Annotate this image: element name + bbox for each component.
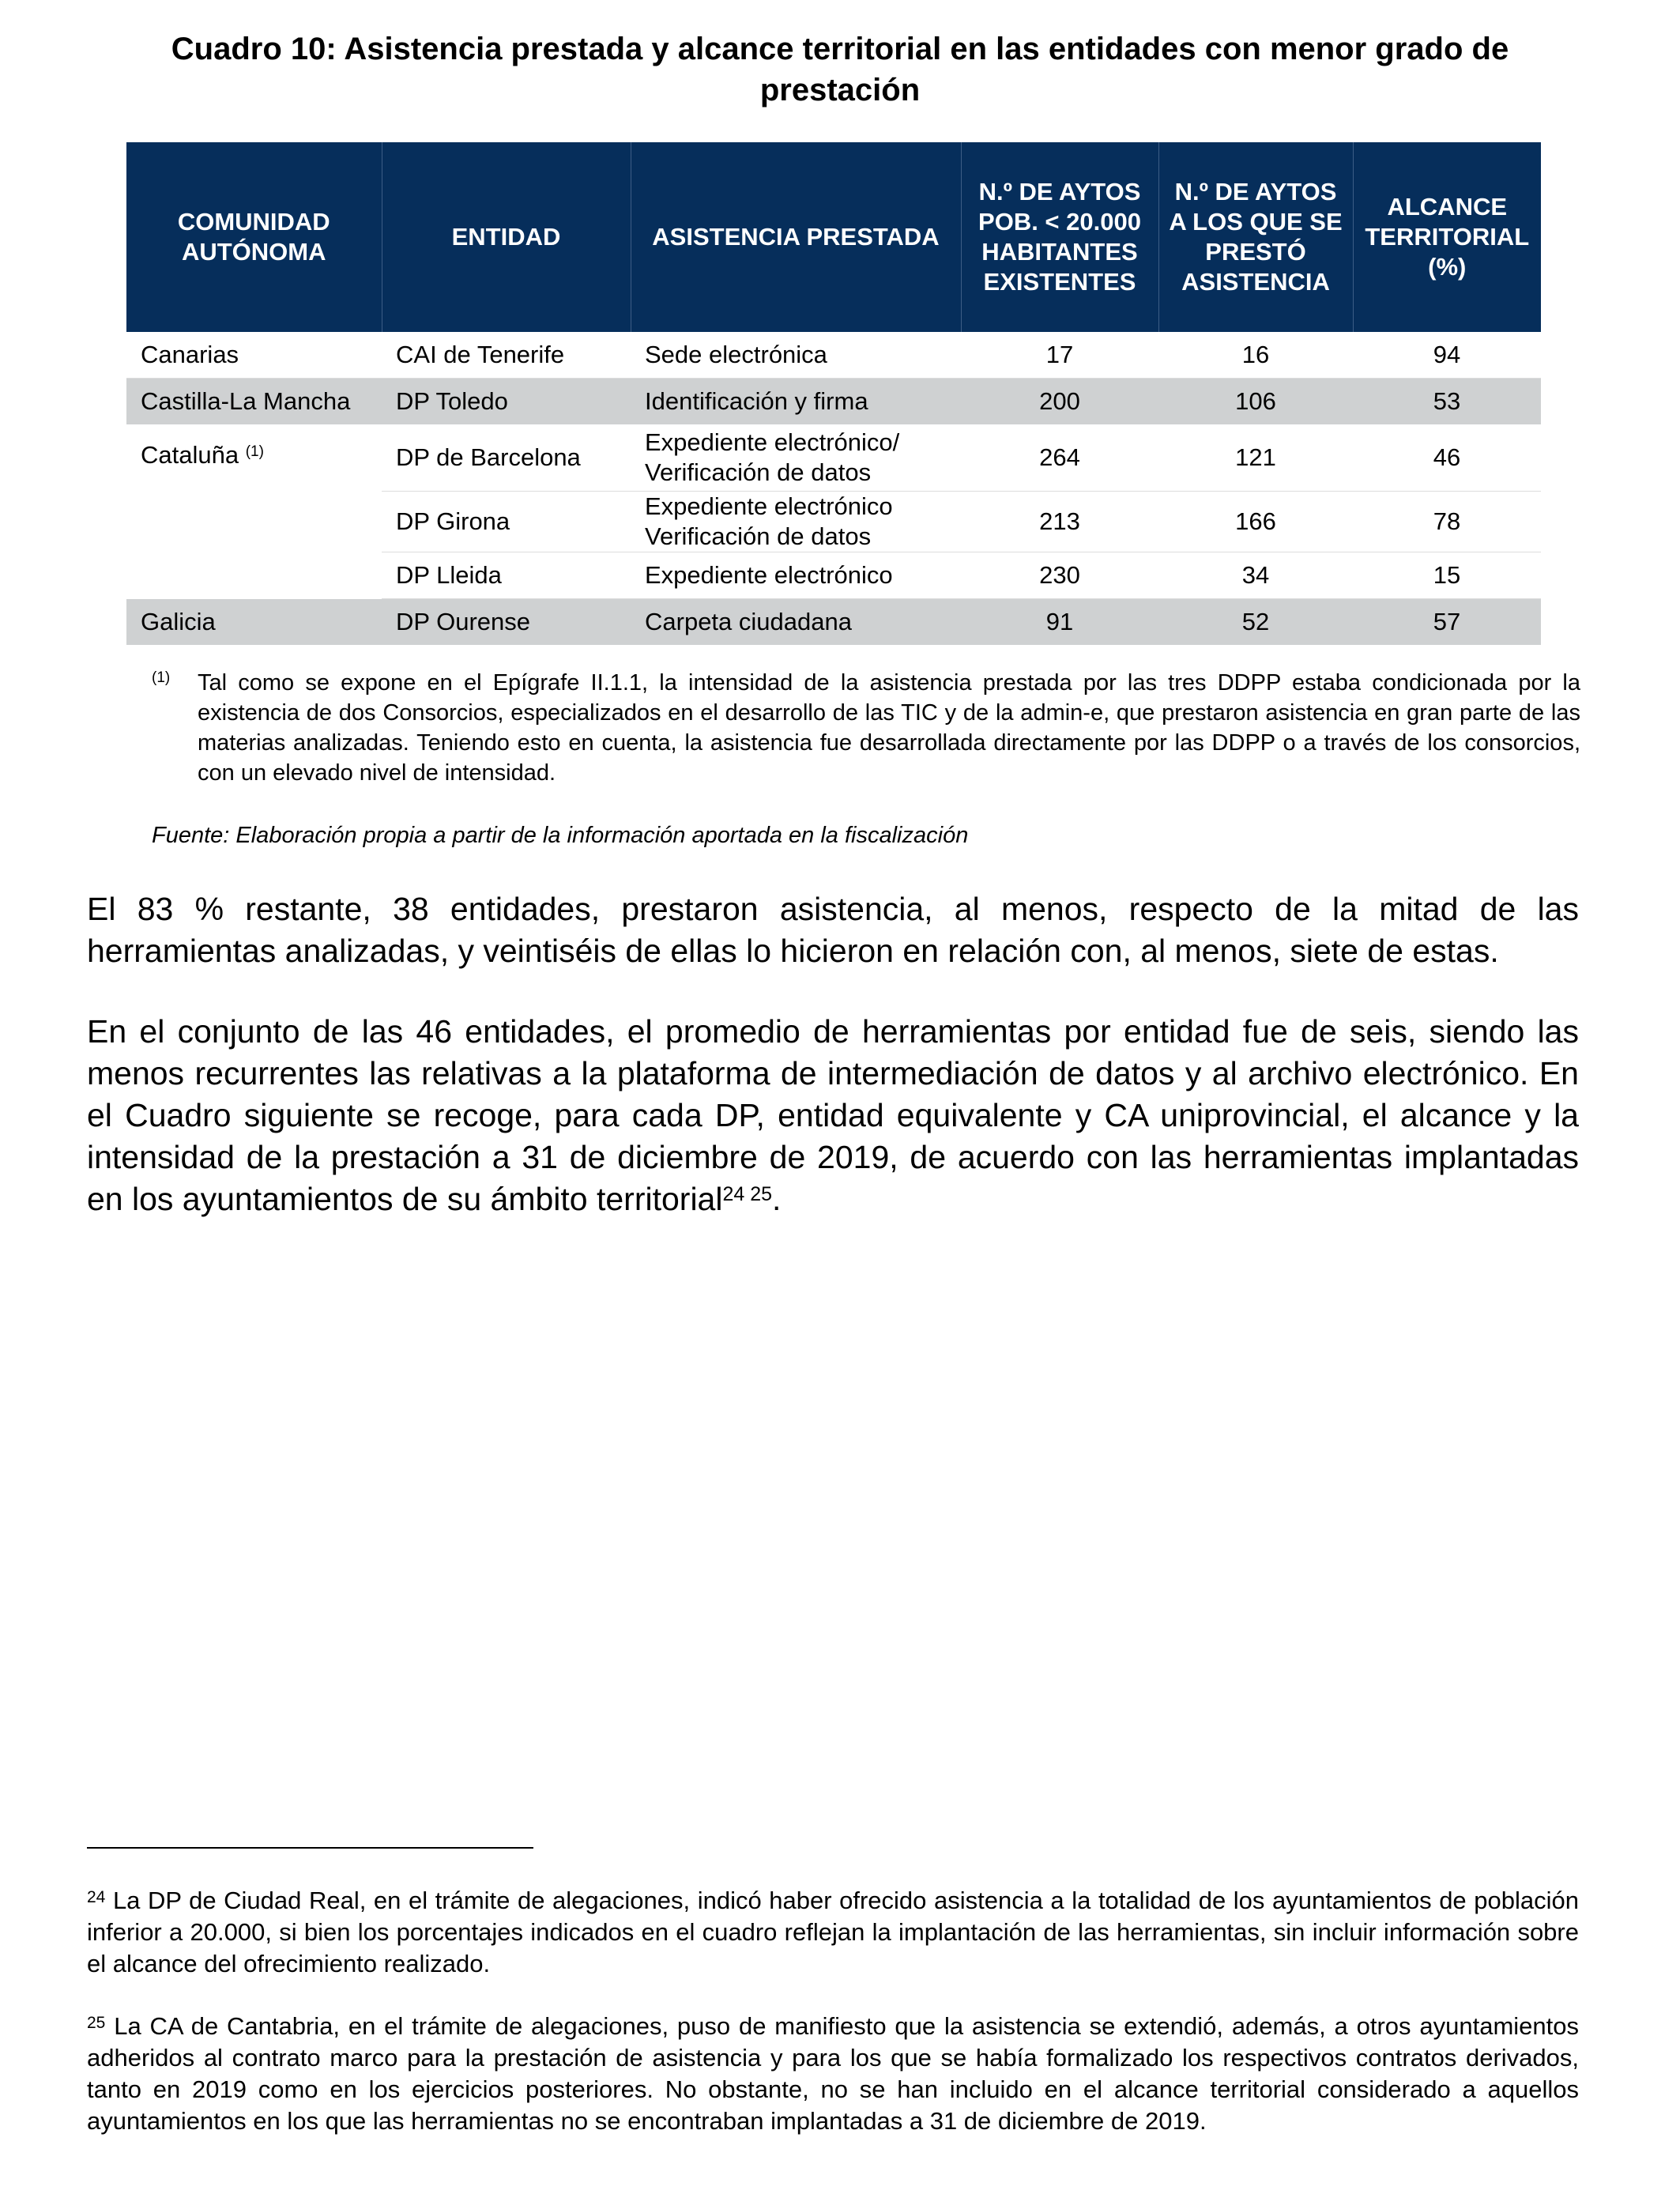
cell-comunidad: Galicia — [126, 599, 382, 646]
cell-ayuntamientos: 91 — [961, 599, 1158, 646]
footnote-24 — [87, 1885, 1579, 1980]
footnote-number: 24 — [87, 1888, 106, 1906]
cell-asistencia — [631, 424, 961, 492]
footnote-refs: 24 25 — [722, 1183, 773, 1205]
body-paragraph-2-text: En el conjunto de las 46 entidades, el promedio de herramientas por entidad fue de seis, siendo las menos recurrentes las relativas a la plataforma de intermediación de datos y al archivo electrónico. En el Cuadro siguiente se recoge, para cada DP, entidad equivalente y CA uniprovincial, el alcance y la intensidad de la prestación a 31 de diciembre de 2019, de acuerdo con las herramientas implantadas en los ayuntamientos de su ámbito territorial — [87, 1013, 1579, 1217]
header-entidad: ENTIDAD — [382, 142, 631, 332]
cell-entidad: DP Lleida — [382, 552, 631, 599]
cell-alcance: 53 — [1353, 379, 1541, 425]
footnote-number: 25 — [87, 2014, 106, 2032]
cell-entidad: DP de Barcelona — [382, 424, 631, 492]
cell-asistidos: 16 — [1158, 332, 1353, 379]
cell-ayuntamientos: 17 — [961, 332, 1158, 379]
cell-comunidad: Castilla-La Mancha — [126, 379, 382, 425]
cell-ayuntamientos: 213 — [961, 492, 1158, 552]
cell-comunidad: Cataluña — [141, 441, 239, 469]
table-note-text: Tal como se expone en el Epígrafe II.1.1, la intensidad de la asistencia prestada por las tres DDPP estaba condicionada por la existencia de dos Consorcios, especializados en el desarrollo de las TIC y de la admin-e, que prestaron asistencia en gran parte de las materias analizadas. Teniendo esto en cuenta, la asistencia fue desarrollada directamente por las DDPP o a través de los consorcios, con un elevado nivel de intensidad. — [198, 670, 1580, 786]
cell-ayuntamientos: 230 — [961, 552, 1158, 599]
cell-asistencia: Expediente electrónico — [631, 552, 961, 599]
body-paragraph-2 — [87, 1011, 1579, 1220]
table-row — [126, 424, 1541, 492]
footnote-text: La CA de Cantabria, en el trámite de alegaciones, puso de manifiesto que la asistencia se extendió, además, a otros ayuntamientos adheridos al contrato marco para la prestación de asistencia y para los que se había formalizado los respectivos contratos derivados, tanto en 2019 como en los ejercicios posteriores. No obstante, no se han incluido en el alcance territorial considerado a aquellos ayuntamientos en los que las herramientas no se encontraban implantadas a 31 de diciembre de 2019. — [87, 2012, 1579, 2135]
body-paragraph-2-end: . — [772, 1181, 782, 1217]
header-asistidos: N.º DE AYTOS A LOS QUE SE PRESTÓ ASISTENCIA — [1158, 142, 1353, 332]
cell-entidad: DP Ourense — [382, 599, 631, 646]
table-row — [126, 379, 1541, 425]
asistencia-line: Verificación de datos — [645, 458, 872, 486]
cell-alcance: 94 — [1353, 332, 1541, 379]
cell-alcance: 46 — [1353, 424, 1541, 492]
table-row — [126, 599, 1541, 646]
cell-entidad: CAI de Tenerife — [382, 332, 631, 379]
cell-asistencia: Sede electrónica — [631, 332, 961, 379]
table-row — [126, 332, 1541, 379]
cell-comunidad-group — [126, 424, 382, 599]
footnote-25 — [87, 2011, 1579, 2137]
cell-alcance: 57 — [1353, 599, 1541, 646]
asistencia-line: Expediente electrónico — [645, 492, 893, 520]
header-alcance: ALCANCE TERRITORIAL (%) — [1353, 142, 1541, 332]
asistencia-line: Verificación de datos — [645, 522, 872, 550]
table-note-mark: (1) — [152, 669, 171, 686]
body-paragraph-1: El 83 % restante, 38 entidades, prestaron asistencia, al menos, respecto de la mitad de las herramientas analizadas, y veintiséis de ellas lo hicieron en relación con, al menos, siete de estas. — [87, 891, 1579, 969]
cell-alcance: 78 — [1353, 492, 1541, 552]
cell-entidad: DP Girona — [382, 492, 631, 552]
table-header-row — [126, 142, 1541, 332]
cell-asistidos: 34 — [1158, 552, 1353, 599]
table-source: Fuente: Elaboración propia a partir de la información aportada en la fiscalización — [152, 823, 969, 848]
footnote-ref: (1) — [245, 443, 264, 460]
cell-asistidos: 52 — [1158, 599, 1353, 646]
cell-ayuntamientos: 200 — [961, 379, 1158, 425]
cell-asistidos: 106 — [1158, 379, 1353, 425]
cell-asistencia — [631, 492, 961, 552]
cell-asistencia: Carpeta ciudadana — [631, 599, 961, 646]
footnote-divider — [87, 1847, 533, 1849]
header-asistencia: ASISTENCIA PRESTADA — [631, 142, 961, 332]
header-ayuntamientos: N.º DE AYTOS POB. < 20.000 HABITANTES EXISTENTES — [961, 142, 1158, 332]
header-comunidad: COMUNIDAD AUTÓNOMA — [126, 142, 382, 332]
footnote-text: La DP de Ciudad Real, en el trámite de alegaciones, indicó haber ofrecido asistencia a la totalidad de los ayuntamientos de población inferior a 20.000, si bien los porcentajes indicados en el cuadro reflejan la implantación de las herramientas, sin incluir información sobre el alcance del ofrecimiento realizado. — [87, 1887, 1579, 1977]
assistance-table — [126, 142, 1541, 645]
asistencia-line: Expediente electrónico/ — [645, 428, 900, 456]
cell-ayuntamientos: 264 — [961, 424, 1158, 492]
cell-asistidos: 121 — [1158, 424, 1353, 492]
cell-entidad: DP Toledo — [382, 379, 631, 425]
table-note — [152, 668, 1580, 788]
cell-asistencia: Identificación y firma — [631, 379, 961, 425]
cell-asistidos: 166 — [1158, 492, 1353, 552]
table-title: Cuadro 10: Asistencia prestada y alcance territorial en las entidades con menor grado de prestación — [171, 32, 1509, 107]
cell-comunidad: Canarias — [126, 332, 382, 379]
cell-alcance: 15 — [1353, 552, 1541, 599]
